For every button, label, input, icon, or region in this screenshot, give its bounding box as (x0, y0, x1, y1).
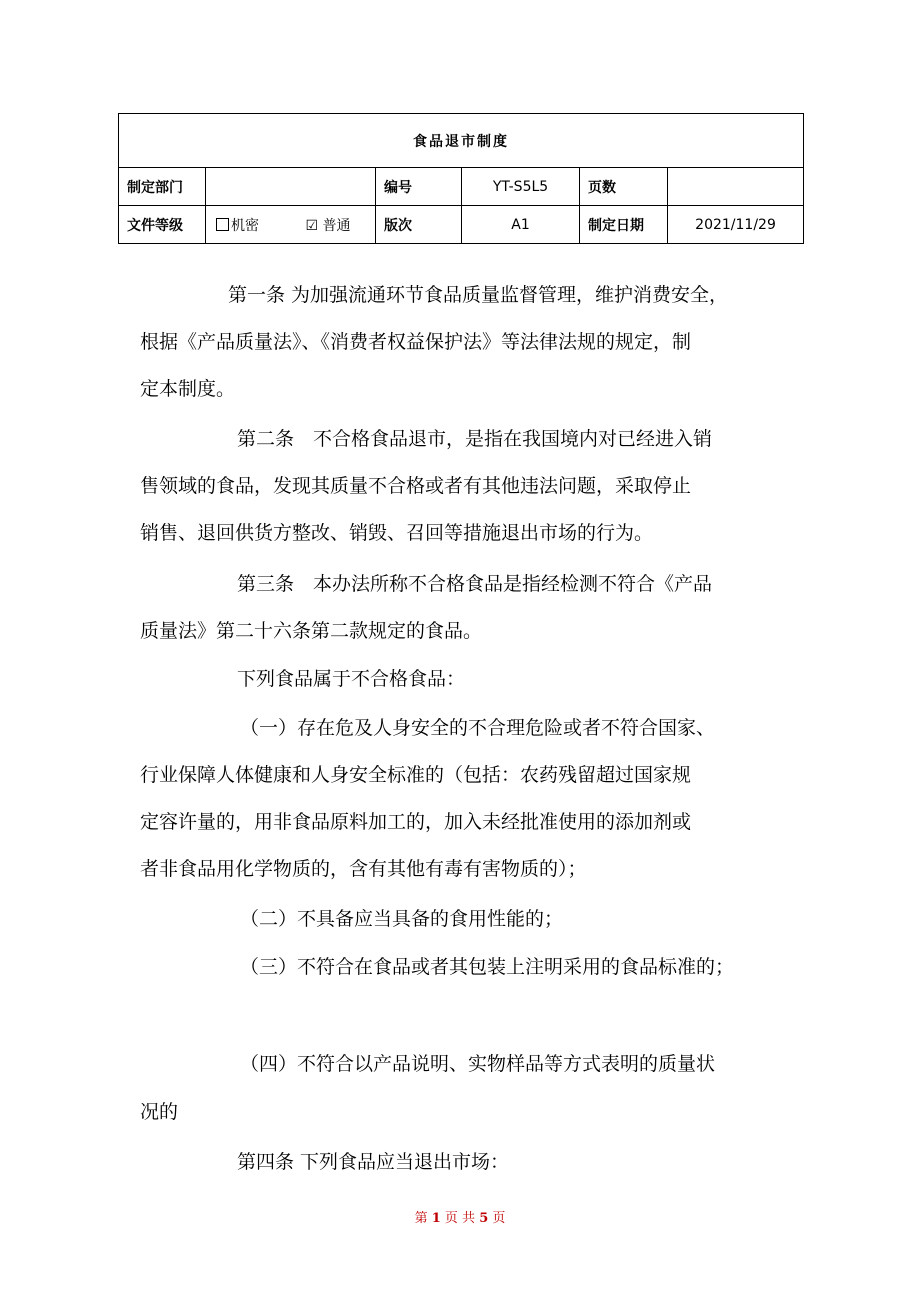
code-label: 编号 (376, 168, 462, 206)
level-label: 文件等级 (119, 206, 206, 244)
secret-option[interactable] (216, 215, 259, 235)
date-value: 2021/11/29 (668, 206, 804, 244)
normal-option[interactable] (305, 215, 350, 235)
version-label: 版次 (376, 206, 462, 244)
text-line: 下列食品属于不合格食品： (237, 668, 466, 690)
pages-label: 页数 (580, 168, 668, 206)
version-value: A1 (462, 206, 580, 244)
document-title: 食品退市制度 (119, 114, 804, 168)
pages-value (668, 168, 804, 206)
footer-pre: 第 (414, 1211, 428, 1226)
text-line: （二）不具备应当具备的食用性能的； (240, 908, 564, 930)
text-line: 定本制度。 (140, 378, 236, 400)
page-footer (0, 1207, 920, 1226)
text-line: 第二条 不合格食品退市，是指在我国境内对已经进入销 (237, 428, 713, 450)
dept-value (206, 168, 376, 206)
text-line: 行业保障人体健康和人身安全标准的（包括：农药残留超过国家规 (140, 764, 692, 786)
unchecked-box-icon[interactable] (216, 218, 229, 231)
text-line: 定容许量的，用非食品原料加工的，加入未经批准使用的添加剂或 (140, 811, 692, 833)
date-label: 制定日期 (580, 206, 668, 244)
document-header-table (118, 113, 804, 244)
total-page-number: 5 (479, 1211, 489, 1226)
footer-mid: 页 共 (444, 1211, 476, 1226)
code-value: YT-S5L5 (462, 168, 580, 206)
text-line: （四）不符合以产品说明、实物样品等方式表明的质量状 (240, 1053, 716, 1075)
footer-post: 页 (492, 1211, 506, 1226)
text-line: （三）不符合在食品或者其包装上注明采用的食品标准的； (240, 956, 735, 978)
text-line: 质量法》第二十六条第二款规定的食品。 (140, 620, 483, 642)
text-line: 第四条 下列食品应当退出市场： (237, 1151, 510, 1173)
dept-label: 制定部门 (119, 168, 206, 206)
text-line: 者非食品用化学物质的，含有其他有毒有害物质的）； (140, 858, 587, 880)
level-options (206, 206, 376, 244)
secret-option-label: 机密 (231, 217, 259, 234)
text-line: 销售、退回供货方整改、销毁、召回等措施退出市场的行为。 (140, 522, 654, 544)
text-line: 根据《产品质量法》、《消费者权益保护法》等法律法规的规定，制 (140, 331, 692, 353)
current-page-number: 1 (431, 1211, 441, 1226)
normal-option-label: 普通 (322, 217, 351, 234)
checked-box-icon[interactable]: ☑ (305, 217, 319, 234)
text-line: 第一条 为加强流通环节食品质量监督管理，维护消费安全， (228, 284, 729, 306)
text-line: （一）存在危及人身安全的不合理危险或者不符合国家、 (240, 717, 716, 739)
text-line: 况的 (140, 1101, 179, 1123)
text-line: 售领域的食品，发现其质量不合格或者有其他违法问题，采取停止 (140, 475, 692, 497)
text-line: 第三条 本办法所称不合格食品是指经检测不符合《产品 (237, 573, 713, 595)
